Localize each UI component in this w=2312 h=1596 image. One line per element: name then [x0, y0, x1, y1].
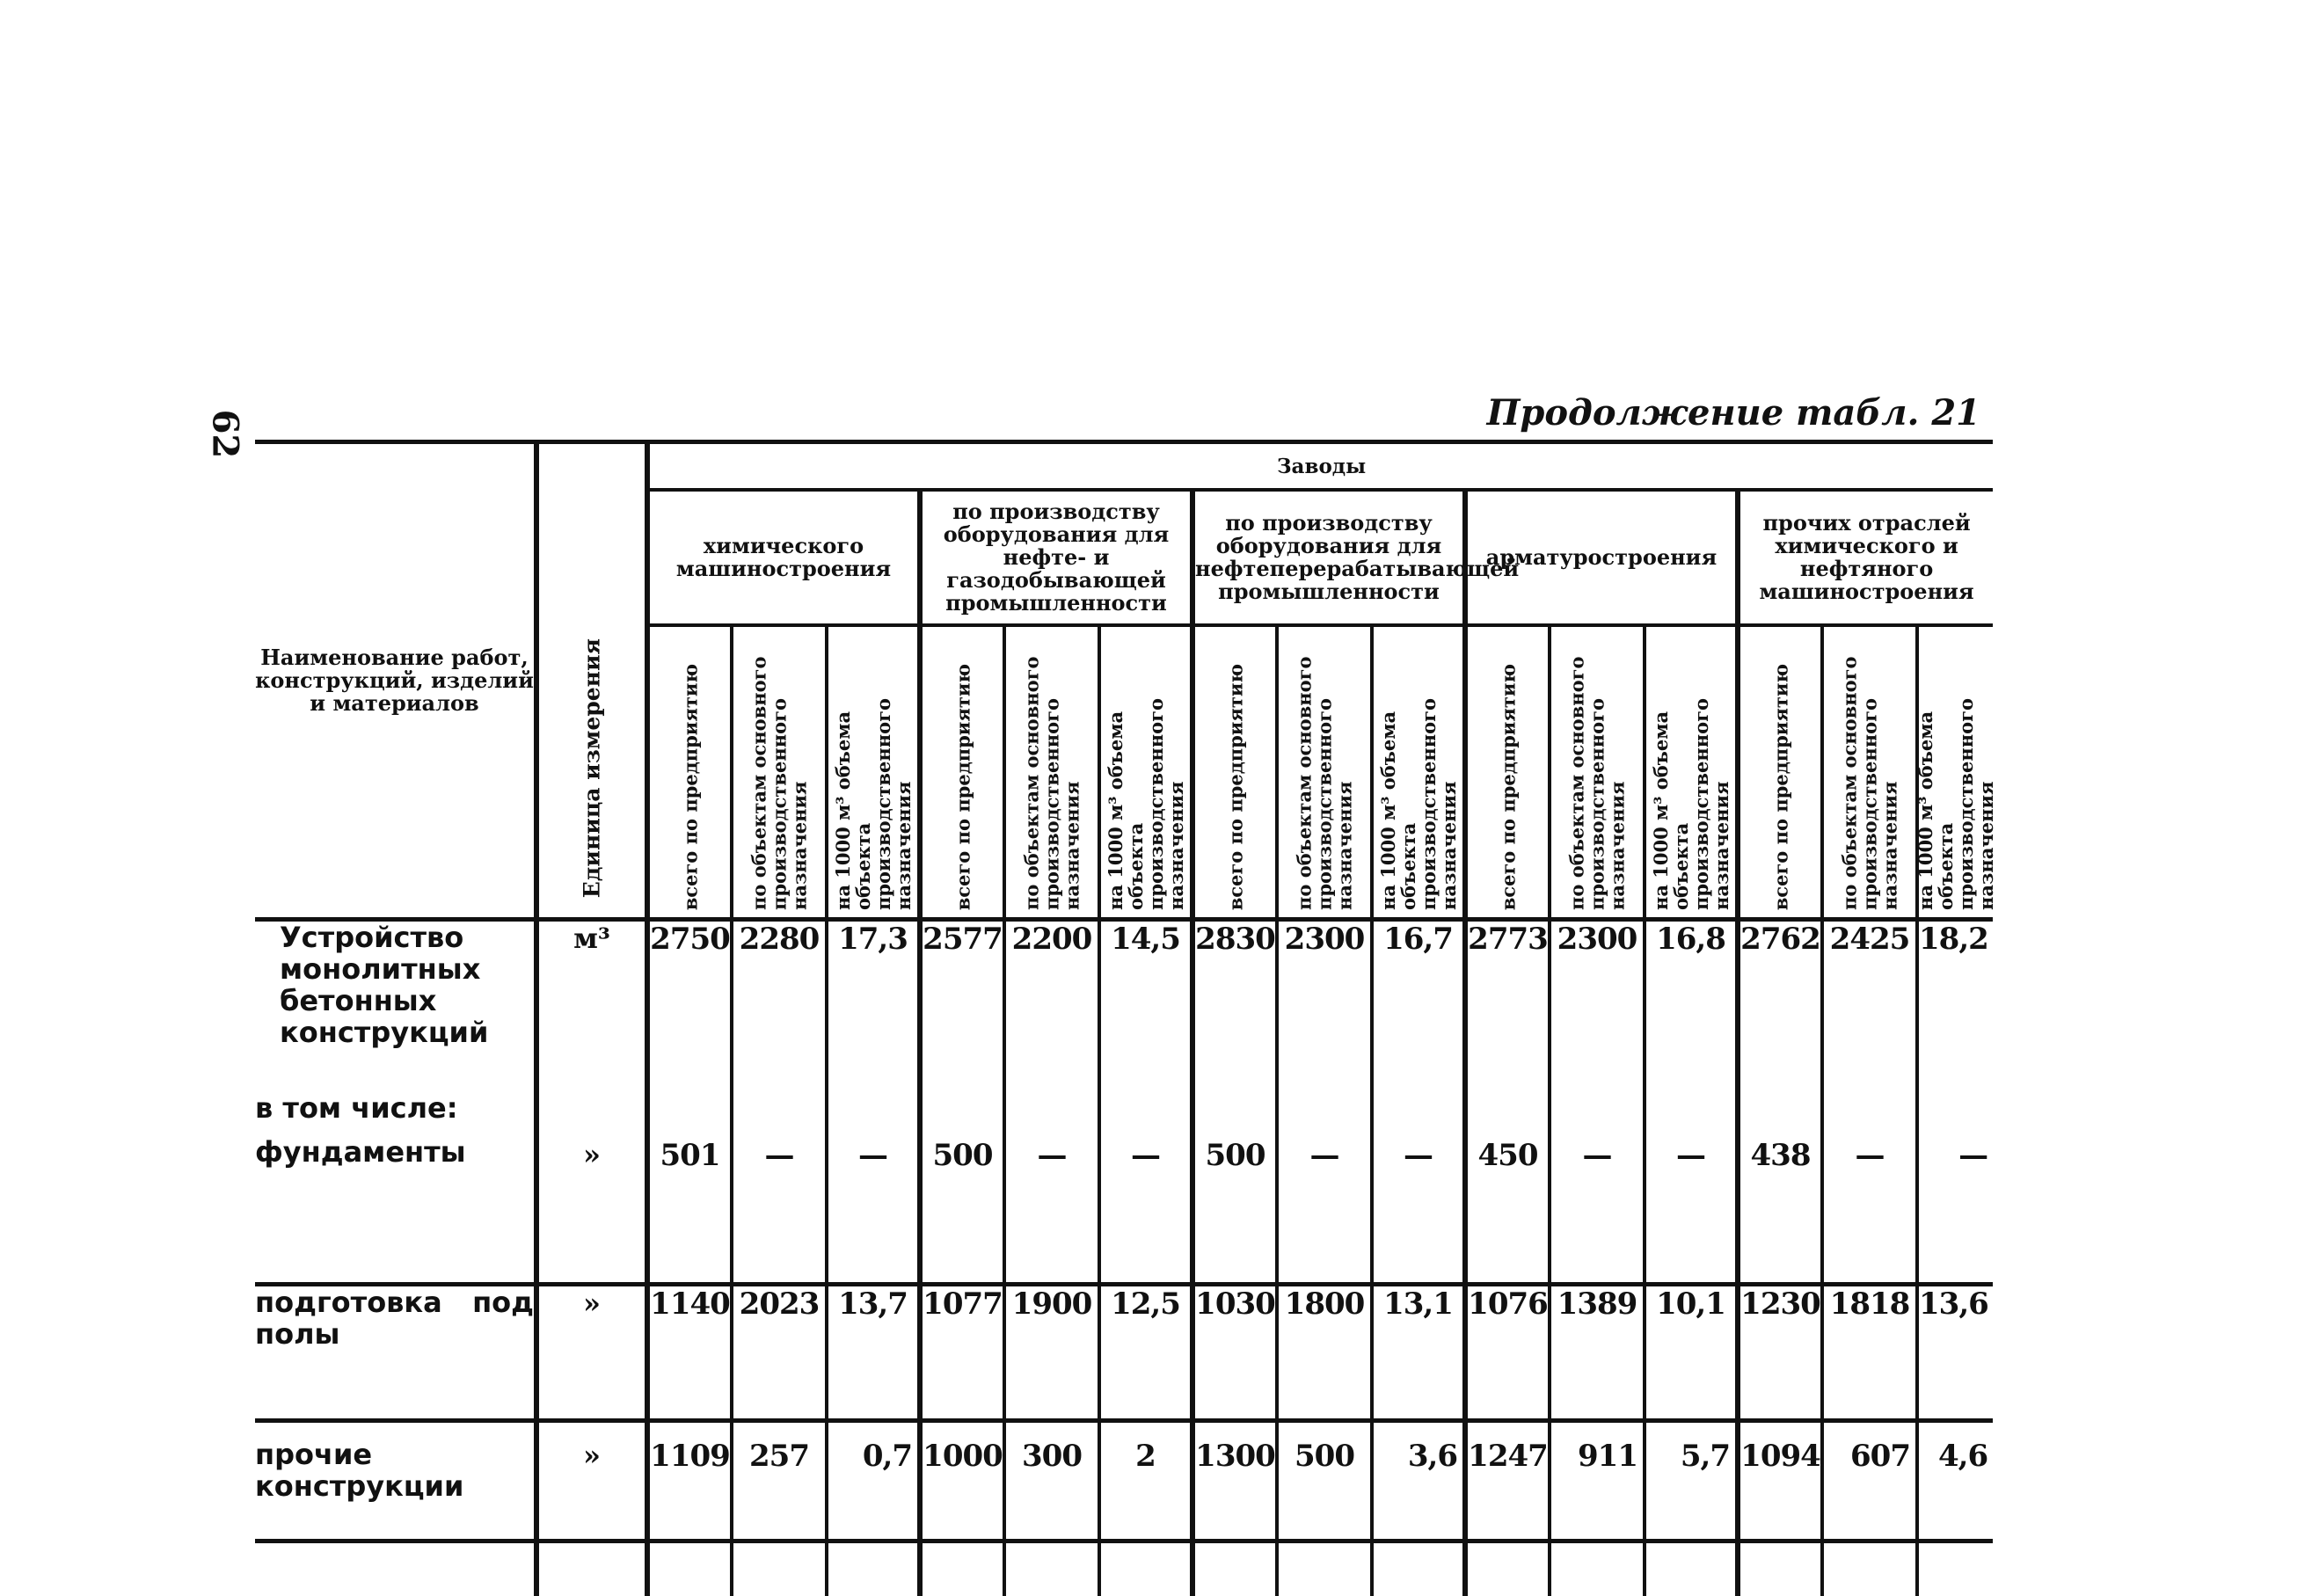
tail-cell	[1917, 1541, 1993, 1596]
cell: 1076	[1465, 1285, 1550, 1421]
cell: —	[1550, 1068, 1645, 1285]
cell: —	[1099, 1068, 1192, 1285]
sub-total-5: всего по предприятию	[1738, 625, 1822, 920]
cell: 501	[647, 1068, 732, 1285]
cell: 18,2	[1917, 920, 1993, 1068]
group-oil-gas-extraction: по производству оборудования для нефте- и газодобывающей промышленности	[920, 490, 1192, 625]
cell: 500	[1192, 1068, 1277, 1285]
cell: 1389	[1550, 1285, 1645, 1421]
cell: 500	[920, 1068, 1004, 1285]
cell: 17,3	[827, 920, 920, 1068]
tail-cell	[1822, 1541, 1917, 1596]
tail-cell	[1645, 1541, 1738, 1596]
cell: 1300	[1192, 1421, 1277, 1541]
unit-column-header	[536, 442, 647, 920]
cell: 13,7	[827, 1285, 920, 1421]
tail-cell	[255, 1541, 536, 1596]
data-table	[255, 440, 1993, 1596]
cell: 911	[1550, 1421, 1645, 1541]
cell: 5,7	[1645, 1421, 1738, 1541]
tail-cell	[732, 1541, 827, 1596]
cell: 2	[1099, 1421, 1192, 1541]
cell: 2300	[1277, 920, 1372, 1068]
cell: 1247	[1465, 1421, 1550, 1541]
cell: 1000	[920, 1421, 1004, 1541]
sub-main-1: по объектам основного производственного назначения	[732, 625, 827, 920]
cell: 14,5	[1099, 920, 1192, 1068]
tail-cell	[647, 1541, 732, 1596]
row-label-prefix: в том числе:	[255, 1092, 534, 1124]
cell: 438	[1738, 1068, 1822, 1285]
cell: 4,6	[1917, 1421, 1993, 1541]
cell: —	[1004, 1068, 1099, 1285]
cell: 16,8	[1645, 920, 1738, 1068]
cell: 1077	[920, 1285, 1004, 1421]
sub-per1000-1: на 1000 м³ объема объекта производственного назначения	[827, 625, 920, 920]
sub-main-3: по объектам основного производственного назначения	[1277, 625, 1372, 920]
cell: 1140	[647, 1285, 732, 1421]
cell: 2280	[732, 920, 827, 1068]
cell: 2750	[647, 920, 732, 1068]
sub-total-1: всего по предприятию	[647, 625, 732, 920]
sub-per1000-2: на 1000 м³ объема объекта производственного назначения	[1099, 625, 1192, 920]
row-label-block	[255, 1068, 536, 1285]
page-number: 62	[204, 410, 245, 459]
sub-total-4: всего по предприятию	[1465, 625, 1550, 920]
cell: 1109	[647, 1421, 732, 1541]
cell: 2762	[1738, 920, 1822, 1068]
sub-main-4: по объектам основного производственного назначения	[1550, 625, 1645, 920]
cell: 450	[1465, 1068, 1550, 1285]
cell: 10,1	[1645, 1285, 1738, 1421]
plants-header: Заводы	[647, 442, 1993, 491]
sub-per1000-3: на 1000 м³ объема объекта производственного назначения	[1372, 625, 1465, 920]
cell: 2577	[920, 920, 1004, 1068]
row-unit: »	[536, 1285, 647, 1421]
cell: 607	[1822, 1421, 1917, 1541]
row-label: подготовка под полы	[255, 1285, 536, 1421]
sub-per1000-4: на 1000 м³ объема объекта производственного назначения	[1645, 625, 1738, 920]
tail-cell	[1738, 1541, 1822, 1596]
tail-cell	[1277, 1541, 1372, 1596]
cell: 2023	[732, 1285, 827, 1421]
cell: 2830	[1192, 920, 1277, 1068]
cell: —	[1277, 1068, 1372, 1285]
cell: 16,7	[1372, 920, 1465, 1068]
cell: 1800	[1277, 1285, 1372, 1421]
cell: 2425	[1822, 920, 1917, 1068]
row-unit: »	[536, 1421, 647, 1541]
cell: 0,7	[827, 1421, 920, 1541]
cell: 257	[732, 1421, 827, 1541]
cell: —	[827, 1068, 920, 1285]
unit-header-text: Единица измерения	[580, 638, 605, 898]
cell: 2200	[1004, 920, 1099, 1068]
tail-cell	[1099, 1541, 1192, 1596]
tail-cell	[1192, 1541, 1277, 1596]
cell: —	[1822, 1068, 1917, 1285]
tail-cell	[536, 1541, 647, 1596]
group-oil-refining: по производству оборудования для нефтеперерабатывающей промышленности	[1192, 490, 1465, 625]
tail-cell	[1004, 1541, 1099, 1596]
cell: 1818	[1822, 1285, 1917, 1421]
tail-cell	[1372, 1541, 1465, 1596]
cell: 13,1	[1372, 1285, 1465, 1421]
group-chemical: химического машиностроения	[647, 490, 920, 625]
cell: 2300	[1550, 920, 1645, 1068]
table-row	[255, 1421, 1993, 1541]
row-unit: »	[536, 1068, 647, 1285]
table-row	[255, 1285, 1993, 1421]
cell: —	[1645, 1068, 1738, 1285]
sub-per1000-5: на 1000 м³ объема объекта производственного назначения	[1917, 625, 1993, 920]
table-tail	[255, 1541, 1993, 1596]
sub-total-3: всего по предприятию	[1192, 625, 1277, 920]
group-other: прочих отраслей химического и нефтяного машиностроения	[1738, 490, 1993, 625]
table-row	[255, 920, 1993, 1068]
tail-cell	[920, 1541, 1004, 1596]
cell: —	[1917, 1068, 1993, 1285]
row-unit: м³	[536, 920, 647, 1068]
cell: 300	[1004, 1421, 1099, 1541]
cell: 1900	[1004, 1285, 1099, 1421]
row-label: прочие конструкции	[255, 1421, 536, 1541]
cell: 12,5	[1099, 1285, 1192, 1421]
row-label: фундаменты	[255, 1136, 534, 1168]
table-row	[255, 1068, 1993, 1285]
cell: 1230	[1738, 1285, 1822, 1421]
table-caption: Продолжение табл. 21	[1487, 392, 1980, 434]
cell: 1030	[1192, 1285, 1277, 1421]
tail-cell	[827, 1541, 920, 1596]
cell: 3,6	[1372, 1421, 1465, 1541]
cell: 13,6	[1917, 1285, 1993, 1421]
cell: 2773	[1465, 920, 1550, 1068]
cell: 1094	[1738, 1421, 1822, 1541]
cell: —	[732, 1068, 827, 1285]
sub-main-2: по объектам основного производственного назначения	[1004, 625, 1099, 920]
tail-cell	[1465, 1541, 1550, 1596]
cell: —	[1372, 1068, 1465, 1285]
cell: 500	[1277, 1421, 1372, 1541]
sub-main-5: по объектам основного производственного назначения	[1822, 625, 1917, 920]
row-label: Устройство монолитных бетонных конструкций	[255, 920, 536, 1068]
group-valve: арматуростроения	[1465, 490, 1738, 625]
sub-total-2: всего по предприятию	[920, 625, 1004, 920]
header-row-plants	[255, 442, 1993, 491]
name-column-header: Наименование работ, конструкций, изделий и материалов	[255, 442, 536, 920]
tail-cell	[1550, 1541, 1645, 1596]
